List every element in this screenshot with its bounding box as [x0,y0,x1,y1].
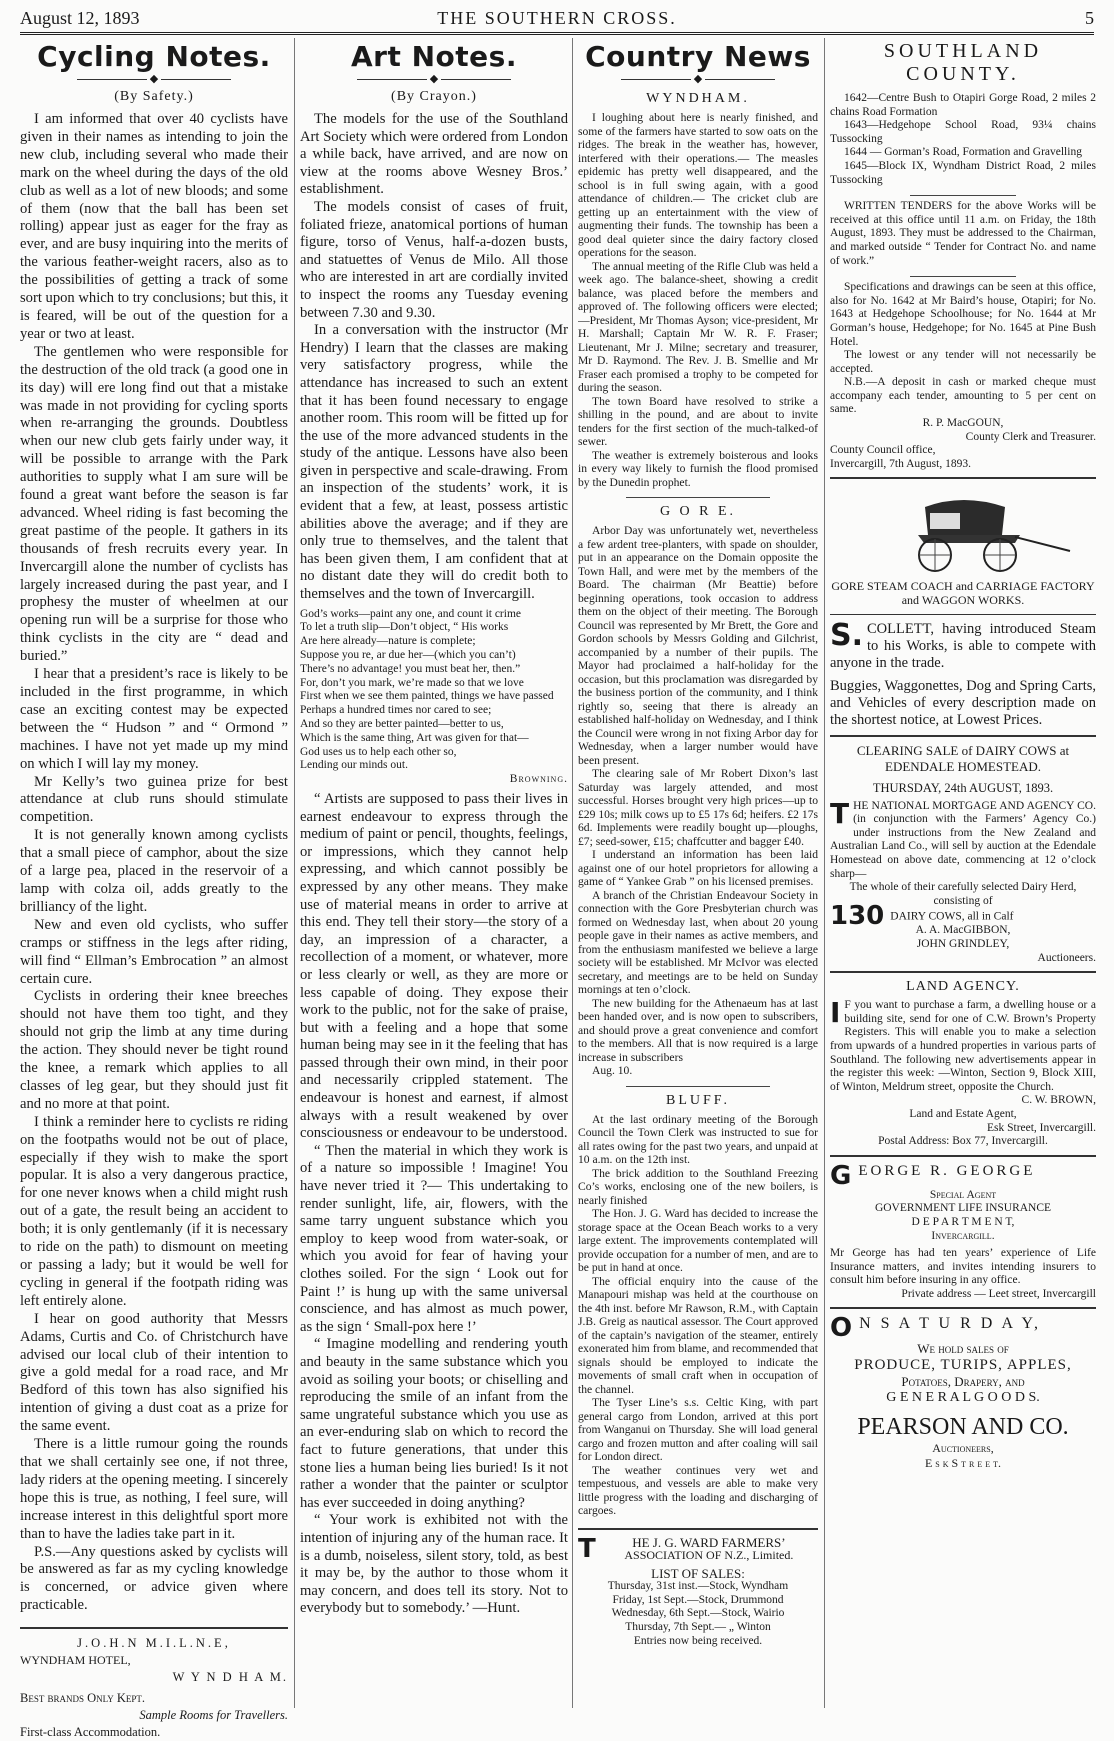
news-paragraph: The Tyser Line’s s.s. Celtic King, with part general cargo from London, arrived at this port from Wanganui on Thursday. She will load general cargo and frozen mutton and after coaling will sail for London direct. [578,1396,818,1463]
poem-line: Perhaps a hundred times nor cared to see; [300,704,492,717]
news-paragraph: Arbor Day was unfortunately wet, nevertheless a few ardent tree-planters, with spade on shoulder, put in an appearance on the Domain opposite the Town Hall, and were met by the members of the Board. The chairman (Mr Beattie) before beginning operations, took occasion to address them on the object of their meeting. The Borough Council was represented by Mr Brett, the Gore and Gordon schools by Messrs Golding and Gilchrist, accompanied by a number of their pupils. The Mayor had proclaimed a half-holiday for the occasion, but this proclamation was disregarded by the business portion of the community, and I think rightly so, seeing that there is already an established half-holiday on Wednesday, and I think the Council were wrong in not fixing Arbor day for Wednesday, when a larger number would have been present. [578,524,818,767]
dropcap-t: T [578,1533,596,1564]
country-news-title: Country News [585,40,811,73]
pearson-day: N S A T U R D A Y, [859,1315,1042,1333]
ward-sale: Thursday, 7th Sept.— „ Winton [625,1621,771,1634]
ward-name: HE J. G. WARD FARMERS’ [632,1534,786,1550]
column-rule [572,38,573,1708]
art-article-continued [300,791,568,1618]
ad-rule [830,614,1096,615]
news-paragraph: I loughing about here is nearly finished, and some of the farmers have started to sow oats on the ridges. The break in the weather has, however, interfered with their operations.— The measles epidemic has pretty well disappeared, and the school is in full swing again, with a good attendance of children.— The cricket club are getting up an entertainment with the view of augmenting their funds. The township has been a good deal quieter since the dairy factory closed operations for the season. [578,111,818,259]
ward-entries: Entries now being received. [633,1634,763,1647]
tender-paragraph: WRITTEN TENDERS for the above Works will be received at this office until 11 a.m. on Friday, the 18th August, 1893. They must be addressed to the Chairman, and marked outside “ Tender for Contract No. and name of work.” [830,200,1096,267]
collett-lead: COLLETT, having introduced Steam to his Works, is able to compete with anyone in the trade. [830,620,1096,671]
tender-item: 1642—Centre Bush to Otapiri Gorge Road, 2 miles 2 chains Road Formation [830,92,1096,118]
news-paragraph: The clearing sale of Mr Robert Dixon’s last Saturday was largely attended, and most successful. Horses brought very high prices—up to £29 10s; milk cows up to £5 17s 6d; heifers. £2 17s 6d. Implements were readily bought up—ploughs, £7; seed-sower, £15; chaffcutter and bagger £40. [578,767,818,848]
ad-rule [830,971,1096,973]
cow-description: DAIRY COWS, all in Calf [890,910,1014,923]
george-name: EORGE R. GEORGE [858,1162,1036,1179]
article-paragraph: Cyclists in ordering their knee breeches should not have them too tight, and they should not grip the limb at any time during the action. They should never be tight round the knee, a remark which applies to all classes of leg gear, but they should just fit and no more at that point. [20,988,288,1112]
wyndham-news [578,111,818,489]
collett-ad [830,617,1096,672]
ad-rule [830,1307,1096,1309]
tender-paragraph: Specifications and drawings can be seen at this office, also for No. 1642 at Mr Baird’s house, Otapiri; for No. 1643 at Hedgehope Schoolhouse; for No. 1644 at Mr Gorman’s house, Hedgehope; for No. 1645 at Pine Bush Hotel. [830,281,1096,348]
news-paragraph: Aug. 10. [592,1064,633,1077]
poem-line: Lending our minds out. [300,759,408,772]
wyndham-heading: WYNDHAM. [646,91,750,106]
poem-line: Are here already—nature is complete; [300,635,476,648]
news-paragraph: The official enquiry into the cause of the Manapouri mishap was held at the courthouse on the 4th inst. before Mr Rawson, R.M., with Captain J.B. Greig as nautical assessor. The Court approved of the captain’s navigation of the steamer, entirely exonerated him from blame, and recommended that signals should be employed to indicate the movements of small craft when in occupation of the channel. [578,1274,818,1396]
ward-farmers-ad [578,1533,818,1649]
auctioneer-2: JOHN GRINDLEY, [916,938,1010,950]
poem-line: God uses us to help each other so, [300,745,457,758]
article-paragraph: New and even old cyclists, who suffer cramps or stiffness in the legs after riding, will find “ Ellman’s Embrocation ” an almost certain cure. [20,916,288,987]
dropcap-s: S. [830,617,864,653]
dropcap-o: O [830,1313,856,1344]
clearing-herd: The whole of their carefully selected Dairy Herd, consisting of [849,881,1077,907]
gore-news [578,524,818,1078]
article-paragraph: P.S.—Any questions asked by cyclists will be answered as far as my cycling knowledge is concerned, or advice given where practicable. [20,1543,288,1614]
auctioneer-1: A. A. MacGIBBON, [915,924,1011,937]
article-paragraph: The gentlemen who were responsible for the destruction of the old track (a good one in its day) will ere long find out that a mistake was made in not providing for cycling sports when re-arranging the grounds. Doubtless when our new club gets fairly under way, it will be possible to arrange with the Park authorities to supply what I am sure will be found a great want before the season is far advanced. Wheel riding is fast becoming the great pastime of the people. It gathers in its thousands of fresh recruits every year. In Invercargill alone the number of cyclists has largely increased during the past year, and I prophesy the muster of wheelmen at our opening run will be a surprise for those who think cyclists in the city are “ dead and buried.” [20,343,288,665]
auctioneers-label: Auctioneers. [1037,951,1096,964]
hotel-town: W Y N D H A M. [172,1670,288,1685]
section-rule [626,1086,770,1087]
poem-line: To let a truth slip—Don’t object, “ His works [300,621,509,634]
clearing-sale-date: THURSDAY, 24th AUGUST, 1893. [872,780,1054,795]
country-news-column [578,38,818,1648]
hotel-name: WYNDHAM HOTEL, [20,1653,131,1668]
cycling-notes-title: Cycling Notes. [37,40,271,73]
poem-attribution: Browning. [509,773,568,786]
george-dept-1: GOVERNMENT LIFE INSURANCE [874,1202,1052,1215]
land-agent-address: Esk Street, Invercargill. [986,1121,1096,1134]
pearson-line-1: PRODUCE, TURIPS, APPLES, [854,1357,1072,1374]
collett-body: Buggies, Waggonettes, Dog and Spring Carts, and Vehicles of every description made on the shortest notice, at Lowest Prices. [830,677,1096,728]
news-paragraph: The annual meeting of the Rifle Club was held a week ago. The balance-sheet, showing a credit balance, was placed before the members and approved of. The following officers were elected; —President, Mr Thomas Ayson; vice-president, Mr H. Marshall; Captain Mr W. R. F. Fraser; Lieutenant, Mr J. Milne; secretary and treasurer, Mr D. Raymond. The Rev. J. B. Smellie and Mr Fraser each promised a trophy to be competed for during the season. [578,259,818,394]
pearson-name: PEARSON AND CO. [857,1414,1069,1441]
land-agent-name: C. W. BROWN, [1021,1094,1096,1107]
land-agency-ad [830,996,1096,1094]
article-paragraph: “ Artists are supposed to pass their lives in earnest endeavour to express through the medium of paint or pencil, thoughts, feelings, or impressions, which they cannot help expressing, and which cannot possibly be expressed by any other means. They make use of material means in order to arrive at this end. They tell their story—the story of a day, an impression of a character, a recollection of a moment, or whatever, more or less clearly or well, as they are more or less capable of doing. They expose their work to the public, not for the sake of praise, but with a feeling and a hope that some human being may see in it the feeling that has passed through their own mind, in their poor and necessarily crippled statement. The endeavour is honest and earnest, if almost always with a result weakened by over consciousness or endeavour to be understood. [300,790,568,1142]
pearson-auctioneers: Auctioneers, [932,1441,994,1456]
column-rule [824,38,825,1708]
ward-sale: Thursday, 31st inst.—Stock, Wyndham [607,1580,789,1593]
poem-line: Suppose you re, ar due her—(which you can’t) [300,649,516,662]
george-address: Private address — Leet street, Invercargill [901,1287,1096,1300]
southland-tender-list [830,92,1096,471]
poem-line: For, don’t you mark, we’re made so that we love [300,676,524,689]
clearing-sale-body [830,796,1096,882]
bluff-heading: BLUFF. [666,1092,730,1108]
hotel-brands: Best brands Only Kept. [20,1691,145,1706]
poem-line: God’s works—paint any one, and count it crime [300,607,522,620]
tender-date: Invercargill, 7th August, 1893. [830,457,971,470]
land-agency-title: LAND AGENCY. [906,979,1020,995]
news-paragraph: I understand an information has been laid against one of our hotel proprietors for allowing a game of “ Yankee Grab ” on his licensed premises. [578,848,818,888]
art-article [300,111,568,604]
cycling-byline: (By Safety.) [114,89,194,104]
article-paragraph: There is a little rumour going the rounds that we shall certainly see one, if not three, lady riders at the opening meeting. I sincerely hope this is true, as nothing, I feel sure, will increase interest in this delightful sport more than to have the ladies take part in it. [20,1436,288,1542]
article-paragraph: “ Then the material in which they work is of a nature so impossible ! Imagine! You have never tried it ?— This undertaking to render sunlight, life, air, flowers, with the same tarry unguent substance which you employ to keep wood from water-soak, or which you avoid for fear of having your clothes soiled. For the sign ‘ Look out for Paint !’ is hung up with the same universal conscience, and has almost as much power, as the sign ‘ Small-pox here !’ [300,1142,568,1335]
land-agent-postal: Postal Address: Box 77, Invercargill. [878,1135,1048,1148]
wyndham-hotel-ad [20,1635,288,1741]
paper-title: THE SOUTHERN CROSS. [437,8,677,28]
article-paragraph: It is not generally known among cyclists that a small piece of camphor, about the size of a large pea, placed in the reservoir of a lamp with colza oil, adds greatly to the brilliancy of the light. [20,827,288,915]
clearing-sale-title: CLEARING SALE of DAIRY COWS at EDENDALE HOMESTEAD. [856,742,1070,774]
news-paragraph: The Hon. J. G. Ward has decided to increase the storage space at the Ocean Beach works to a very large extent. The improvements contemplated will provide occupation for a number of men, and are to be put in hand at once. [578,1207,818,1274]
section-rule [626,497,770,498]
tender-item: 1644 — Gorman’s Road, Formation and Gravelling [844,146,1082,159]
hotel-accommodation: First-class Accommodation. [20,1725,161,1740]
news-paragraph: A branch of the Christian Endeavour Society in connection with the Gore Presbyterian church was formed on Wednesday last, when about 20 young people gave in their names as active members, and from the enthusiasm manifested we believe a large society will be established. Mr McIvor was elected secretary, and meetings are to be held on Sunday mornings at ten o’clock. [578,888,818,996]
tender-signer: R. P. MacGOUN, [922,417,1004,430]
cycling-article [20,111,288,1615]
carriage-illustration [830,485,1096,575]
poem-line: There’s no advantage! you must beat her, then.” [300,662,521,675]
article-paragraph: “ Your work is exhibited not with the intention of injuring any of the human race. It is a dumb, noiseless, silent story, told, as best it may be, by the author to those whom it may concern, and does tell its story. Not to everybody but to somebody.’ —Hunt. [300,1512,568,1617]
news-paragraph: The new building for the Athenaeum has at last been handed over, and is now open to subscribers, and should prove a great convenience and comfort to the members. All that is now required is a large increase in subscribers [578,996,818,1064]
ornament-divider: ◆ [300,73,568,85]
news-paragraph: At the last ordinary meeting of the Borough Council the Town Clerk was instructed to sue for all rates owing for the past two years, and unpaid at 10 a.m. on the 12th inst. [578,1112,818,1166]
ward-list-title: LIST OF SALES: [651,1565,745,1581]
news-paragraph: The weather continues very wet and tempestuous, and vessels are able to make very little progress with the loading and discharging of cargoes. [578,1463,818,1517]
article-paragraph: I hear on good authority that Messrs Adams, Curtis and Co. of Christchurch have advised our local club of their intention to give a gold medal for a road race, and Mr Bedford of this town has also signified his intention of giving a dust coat as a prize for the same event. [20,1310,288,1435]
section-rule [910,276,1016,277]
cow-count: 130 [830,901,885,932]
ornament-divider: ◆ [20,73,288,85]
article-paragraph: I hear that a president’s race is likely to be included in the first programme, in which case an exciting contest may be expected between the “ Hudson ” and “ Ormond ” machines. I have not yet made up my mind on which I will lay my money. [20,666,288,772]
tender-item: 1643—Hedgehope School Road, 93¼ chains Tussocking [830,119,1096,145]
news-paragraph: The weather is extremely boisterous and looks in every way likely to furnish the flood promised by the Dunedin prophet. [578,448,818,489]
masthead [20,6,1094,35]
land-agent-role: Land and Estate Agent, [909,1107,1017,1120]
hotel-owner: J.O.H.N M.I.L.N.E, [77,1636,231,1651]
ad-rule [830,477,1096,479]
ad-rule [20,1627,288,1629]
ad-rule [830,1155,1096,1157]
dropcap-i: I [830,996,841,1030]
pearson-hold: We hold sales of [917,1341,1009,1357]
article-paragraph: I think a reminder here to cyclists re riding on the footpaths would not be out of place, especially if they wish to make the sport popular. It is also a very dangerous practice, for one never knows when a child might rush out of a gate, the result being an accident to both; it is only gentlemanly (if it is necessary to ride on the path) to dismount on meeting or passing a lady; but it would be well for cycling in general if the footpath riding was left entirely alone. [20,1113,288,1309]
tender-item: 1645—Block IX, Wyndham District Road, 2 miles Tussocking [830,159,1096,186]
article-paragraph: The models for the use of the Southland Art Society which were ordered from London a while back, have arrived, and are now on view at the rooms above Wesney Bros.’ establishment. [300,111,568,198]
pearson-ad-title [830,1313,1096,1344]
george-dept-2: D E P A R T M E N T, [911,1215,1015,1228]
dropcap-g: G [830,1160,855,1191]
land-agency-body: F you want to purchase a farm, a dwelling house or a building site, send for one of C.W. Brown’s Property Registers. This will enable you to make a selection from upwards of a hundred properties in various parts of Southland. The following new advertisements appear in the register this week: —Winton, Section 9, Block XIII, of Winton, Meldrum street, opposite the Church. [830,999,1096,1093]
poem-line: First when we see them painted, things we have passed [300,690,554,703]
bluff-news [578,1113,818,1518]
article-paragraph: In a conversation with the instructor (Mr Hendry) I learn that the classes are making very satisfactory progress, while the attendance has increased to such an extent that it has been found necessary to engage another room. This room will be fitted up for the use of the more advanced students in the study of the antique. Lessons have also been given in perspective and scale-drawing. From an inspection of the students’ work, it is evident that a few, at least, possess artistic abilities above the average; and if they are only true to themselves, and the talent that has been given them, I am confident that at no distant date they will do credit both to themselves and the town of Invercargill. [300,322,568,603]
ward-association: ASSOCIATION OF N.Z., Limited. [624,1548,794,1563]
section-rule [910,195,1016,196]
clearing-sale-text: HE NATIONAL MORTGAGE AND AGENCY CO. (in conjunction with the Farmers’ Agency Co.) under instructions from the New Zealand and Australian Land Co., will sell by auction at the Edendale Homestead on above date, commencing at 12 o’clock sharp— [830,799,1096,880]
art-notes-title: Art Notes. [351,40,517,73]
tender-paragraph: The lowest or any tender will not necessarily be accepted. [830,349,1096,375]
george-role: Special Agent [929,1188,997,1201]
gore-heading: G O R E. [659,504,737,519]
article-paragraph: I am informed that over 40 cyclists have given in their names as intending to join the new club, including several who made their mark on the wheel during the days of the old club as well as a lot of new bloods; and some of them (now that the ball has been set rolling) appear just as eager for the fray as ever, and are busy inquiring into the merits of the various feather-weight racers, also as to the possibilities of getting a track of some sort upon which to try conclusions; but this, it is feared, will be out of the question for a year or two at least. [20,111,288,342]
tender-paragraph: N.B.—A deposit in cash or marked cheque must accompany each tender, amounting to 5 per cent on same. [830,376,1096,416]
ornament-divider: ◆ [578,73,818,85]
poem-line: Which is the same thing, Art was given for that— [300,731,529,744]
art-byline: (By Crayon.) [391,89,477,104]
art-notes-column [300,38,568,1618]
pearson-line-2: Potatoes, Drapery, and [901,1374,1025,1390]
issue-date: August 12, 1893 [20,8,140,28]
article-paragraph: Mr Kelly’s two guinea prize for best attendance at club runs should stimulate competition. [20,773,288,826]
news-paragraph: The town Board have resolved to strike a shilling in the pound, and are about to invite tenders for the first section of the much-talked-of sewer. [578,394,818,448]
page-number: 5 [1085,8,1094,28]
ward-sale: Wednesday, 6th Sept.—Stock, Wairio [611,1607,785,1620]
poem-line: And so they are better painted—better to us, [300,718,504,730]
ward-sale: Friday, 1st Sept.—Stock, Drummond [612,1593,784,1606]
pearson-street: E s k S t r e e t. [924,1456,1002,1471]
column-rule [294,38,295,1708]
advertisements-column [830,38,1096,1471]
hotel-rooms: Sample Rooms for Travellers. [139,1708,288,1723]
ad-rule [578,1528,818,1530]
news-paragraph: The brick addition to the Southland Freezing Co’s works, enclosing one of the new boilers, is nearly finished [578,1166,818,1207]
southland-county-title: SOUTHLAND COUNTY. [883,40,1043,85]
cycling-notes-column [20,38,288,1741]
browning-poem [300,608,568,787]
article-paragraph: “ Imagine modelling and rendering youth and beauty in the same substance which you avoid as soiling your boots; or chiselling and reproducing the smile of an infant from the same ungrateful substance which you use as an ever-enduring slab on which to record the fact to future generations, that under this stone lies a human being lies buried! Is it not rather a wonder that the painter or sculptor has ever succeeded in doing anything? [300,1336,568,1511]
gore-coach-title: GORE STEAM COACH and CARRIAGE FACTORY and WAGGON WORKS. [831,579,1095,608]
george-town: Invercargill. [931,1229,995,1242]
article-paragraph: The models consist of cases of fruit, foliated frieze, anatomical portions of human figure, torso of Venus, half-a-dozen busts, and statuettes of Venus de Milo. All those who are interested in art are cordially invited to inspect the rooms any Tuesday evening between 7.30 and 9.30. [300,198,568,321]
george-body: Mr George has had ten years’ experience of Life Insurance matters, and invites intending insurers to consult him before insuring in any office. [830,1247,1096,1287]
ad-rule [830,735,1096,737]
tender-signer-role: County Clerk and Treasurer. [965,430,1096,443]
george-ad-title [830,1160,1096,1191]
dropcap-t: T [830,796,850,830]
pearson-line-3: G E N E R A L G O O D S. [886,1390,1040,1406]
tender-office: County Council office, [830,444,936,457]
